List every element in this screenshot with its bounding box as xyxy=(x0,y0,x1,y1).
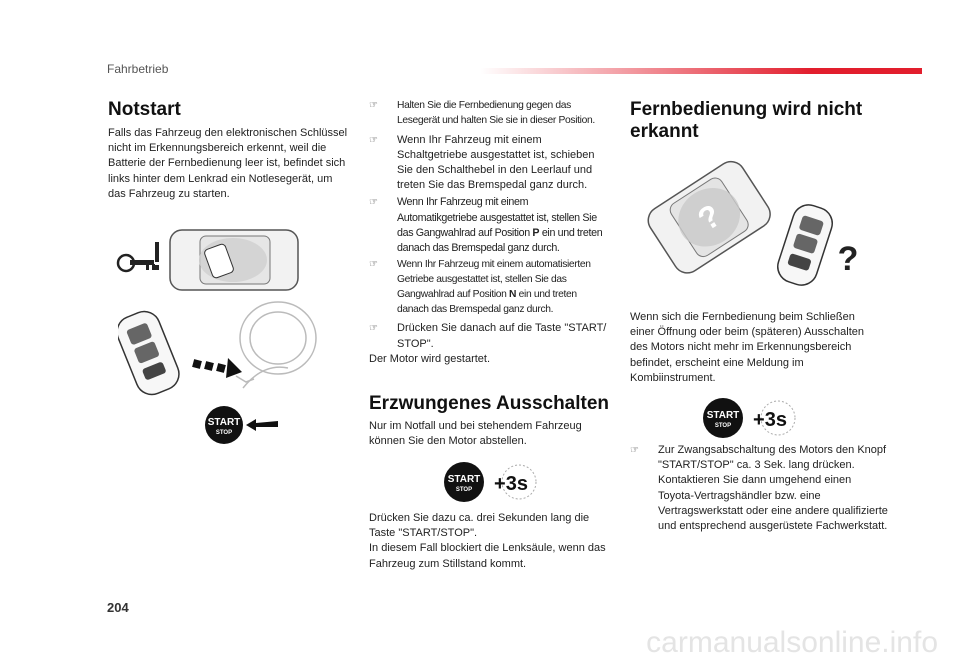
car-top-view-icon xyxy=(170,230,298,290)
list-item-text: ein und treten danach das Bremspedal ganz durch. xyxy=(397,226,603,255)
start-stop-plus3-illustration-2 xyxy=(702,397,802,441)
question-mark-icon: ? xyxy=(691,196,728,238)
list-item-text: Halten Sie die Fernbedienung gegen das Lesegerät und halten Sie sie in dieser Position. xyxy=(397,100,595,126)
list-item xyxy=(369,321,609,351)
forced-stop-text: Nur im Notfall und bei stehendem Fahrzeug können Sie den Motor abstellen. xyxy=(369,420,582,448)
notstart-intro: Falls das Fahrzeug den elektronischen Schlüssel nicht im Erkennungsbereich erkennt, weil die Batterie der Fernbedienung leer ist, befindet sich links hinter dem Lenkrad ein Notlesegerät, um das Fahrzeug zu starten. xyxy=(108,127,348,200)
notstart-title: Notstart xyxy=(108,99,181,120)
forced-stop-title: Erzwungenes Ausschalten xyxy=(369,393,610,414)
section-label: Fahrbetrieb xyxy=(107,62,169,76)
arrow-left-icon xyxy=(246,419,278,431)
car-top-view-icon xyxy=(643,156,776,278)
press-text: Drücken Sie dazu ca. drei Sekunden lang die Taste "START/STOP". xyxy=(369,512,590,540)
list-item-text: Zur Zwangsabschaltung des Motors den Knopf "START/STOP" ca. 3 Sek. lang drücken. Kontaktieren Sie dann umgehend einen Toyota-Vertragshändler bzw. eine Vertragswerkstatt oder eine andere qualifizierte und entsprechend ausgerüstete Fachwerkstatt. xyxy=(658,444,888,533)
list-item-text: Wenn Ihr Fahrzeug mit einem automatisierten Getriebe ausgestattet ist, stellen Sie das Gangwahlrad auf Position xyxy=(397,259,591,300)
key-warning-icon xyxy=(118,242,159,271)
list-item xyxy=(369,258,609,317)
engine-started-text: Der Motor wird gestartet. xyxy=(369,352,491,365)
key-fob-icon xyxy=(774,201,837,289)
car-key-illustration xyxy=(108,220,308,300)
forced-shutdown-item xyxy=(630,443,888,534)
pointing-finger-icon: ☞ xyxy=(369,323,378,335)
list-item xyxy=(369,195,609,256)
list-item xyxy=(369,133,609,194)
gear-position-p: P xyxy=(532,226,540,239)
procedure-list xyxy=(369,99,609,367)
list-item xyxy=(369,99,609,129)
pointing-finger-icon: ☞ xyxy=(369,259,378,271)
start-stop-button-reader xyxy=(204,405,284,445)
start-stop-plus3-illustration xyxy=(443,461,543,505)
fob-reader-illustration xyxy=(118,298,318,398)
list-item-text: Wenn Ihr Fahrzeug mit einem Schaltgetriebe ausgestattet ist, schieben Sie den Schalthebel in den Leerlauf und treten Sie das Bremspedal ganz durch. xyxy=(397,133,595,192)
watermark: carmanualsonline.info xyxy=(646,626,938,659)
fob-not-detected-title: Fernbedienung wird nicht erkannt xyxy=(630,99,863,142)
plus-3-seconds-label: +3s xyxy=(753,409,787,431)
stop-label: STOP xyxy=(215,430,233,436)
steering-lock-text: In diesem Fall blockiert die Lenksäule, wenn das Fahrzeug zum Stillstand kommt. xyxy=(369,542,606,570)
question-mark-icon: ? xyxy=(837,240,859,278)
pointing-finger-icon: ☞ xyxy=(369,100,378,111)
car-fob-question-illustration xyxy=(640,155,870,295)
start-label: START xyxy=(207,417,241,428)
stop-label: STOP xyxy=(714,423,732,429)
pointing-finger-icon: ☞ xyxy=(369,134,378,146)
list-item-text: ein und treten danach das Bremspedal ganz durch. xyxy=(397,288,577,315)
stop-label: STOP xyxy=(455,487,473,493)
plus-3-seconds-label: +3s xyxy=(494,473,528,495)
pointing-finger-icon: ☞ xyxy=(369,197,378,209)
fob-not-detected-text: Wenn sich die Fernbedienung beim Schließen einer Öffnung oder beim (späteren) Ausschalten des Motors nicht mehr im Erkennungsbereich befindet, erscheint eine Meldung im Kombiinstrument. xyxy=(630,311,864,384)
header-accent-bar xyxy=(480,68,922,74)
page-number: 204 xyxy=(107,600,129,615)
pointing-finger-icon: ☞ xyxy=(630,445,639,456)
gear-position-n: N xyxy=(509,288,517,300)
start-label: START xyxy=(706,410,740,421)
press-instructions xyxy=(369,511,609,572)
list-item-text: Drücken Sie danach auf die Taste "START/ STOP". xyxy=(397,322,607,350)
steering-wheel-icon xyxy=(236,302,316,388)
list-item-text: Wenn Ihr Fahrzeug mit einem Automatikgetriebe ausgestattet ist, stellen Sie das Gangwahlrad auf Position xyxy=(397,196,597,239)
start-label: START xyxy=(447,474,481,485)
key-fob-icon xyxy=(118,307,184,398)
arrow-icon xyxy=(192,358,242,378)
